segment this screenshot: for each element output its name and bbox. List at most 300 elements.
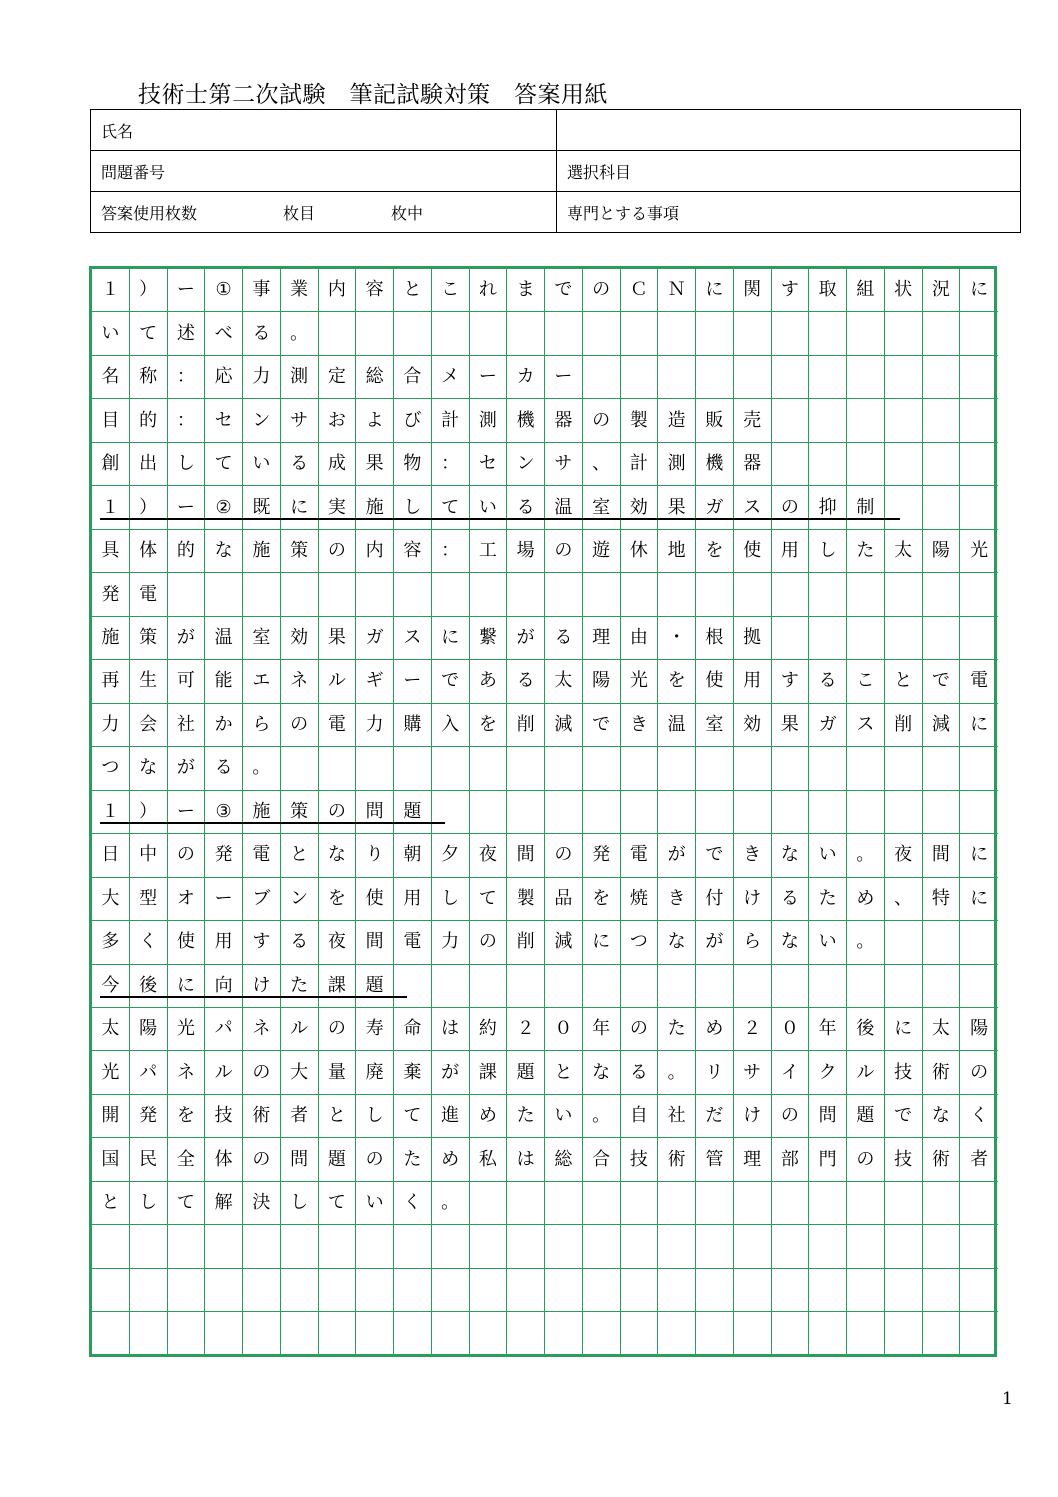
- grid-cell[interactable]: 品: [545, 878, 583, 921]
- grid-cell[interactable]: る: [507, 486, 545, 529]
- grid-cell[interactable]: こ: [847, 660, 885, 703]
- grid-cell[interactable]: [847, 356, 885, 399]
- grid-cell[interactable]: [923, 791, 961, 834]
- grid-cell[interactable]: 力: [243, 356, 281, 399]
- grid-cell[interactable]: [885, 399, 923, 442]
- grid-cell[interactable]: [356, 1225, 394, 1268]
- grid-cell[interactable]: [394, 1225, 432, 1268]
- grid-cell[interactable]: の: [583, 269, 621, 312]
- grid-cell[interactable]: [507, 965, 545, 1008]
- grid-cell[interactable]: く: [960, 1095, 998, 1138]
- grid-cell[interactable]: 題: [394, 791, 432, 834]
- grid-cell[interactable]: 的: [130, 399, 168, 442]
- grid-cell[interactable]: 場: [507, 530, 545, 573]
- grid-cell[interactable]: [621, 312, 659, 355]
- grid-cell[interactable]: [507, 1312, 545, 1355]
- grid-cell[interactable]: ：: [168, 356, 206, 399]
- grid-cell[interactable]: [885, 1225, 923, 1268]
- grid-cell[interactable]: [772, 965, 810, 1008]
- grid-cell[interactable]: が: [507, 617, 545, 660]
- grid-cell[interactable]: 測: [658, 443, 696, 486]
- grid-cell[interactable]: 棄: [394, 1051, 432, 1094]
- grid-cell[interactable]: [923, 1182, 961, 1225]
- grid-cell[interactable]: [696, 965, 734, 1008]
- grid-cell[interactable]: [545, 312, 583, 355]
- grid-cell[interactable]: [885, 1312, 923, 1355]
- grid-cell[interactable]: 遊: [583, 530, 621, 573]
- grid-cell[interactable]: リ: [696, 1051, 734, 1094]
- grid-cell[interactable]: ン: [281, 878, 319, 921]
- grid-cell[interactable]: 技: [205, 1095, 243, 1138]
- grid-cell[interactable]: け: [734, 878, 772, 921]
- grid-cell[interactable]: [923, 617, 961, 660]
- grid-cell[interactable]: 状: [885, 269, 923, 312]
- grid-cell[interactable]: 測: [470, 399, 508, 442]
- grid-cell[interactable]: 問: [809, 1095, 847, 1138]
- grid-cell[interactable]: ス: [847, 704, 885, 747]
- grid-cell[interactable]: 削: [507, 921, 545, 964]
- grid-cell[interactable]: 入: [432, 704, 470, 747]
- grid-cell[interactable]: [130, 1269, 168, 1312]
- grid-cell[interactable]: パ: [130, 1051, 168, 1094]
- grid-cell[interactable]: つ: [621, 921, 659, 964]
- grid-cell[interactable]: の: [319, 530, 357, 573]
- grid-cell[interactable]: 業: [281, 269, 319, 312]
- grid-cell[interactable]: を: [658, 660, 696, 703]
- sheets-cell[interactable]: [91, 192, 557, 233]
- grid-cell[interactable]: こ: [432, 269, 470, 312]
- grid-cell[interactable]: [319, 1225, 357, 1268]
- grid-cell[interactable]: の: [772, 1095, 810, 1138]
- grid-cell[interactable]: ２: [507, 1008, 545, 1051]
- grid-cell[interactable]: １: [92, 269, 130, 312]
- grid-cell[interactable]: 大: [92, 878, 130, 921]
- grid-cell[interactable]: ③: [205, 791, 243, 834]
- grid-cell[interactable]: 間: [923, 834, 961, 877]
- grid-cell[interactable]: く: [130, 921, 168, 964]
- grid-cell[interactable]: 器: [734, 443, 772, 486]
- grid-cell[interactable]: [545, 1182, 583, 1225]
- grid-cell[interactable]: [809, 1312, 847, 1355]
- grid-cell[interactable]: 社: [168, 704, 206, 747]
- grid-cell[interactable]: [130, 1225, 168, 1268]
- grid-cell[interactable]: 量: [319, 1051, 357, 1094]
- grid-cell[interactable]: な: [205, 530, 243, 573]
- grid-cell[interactable]: の: [168, 834, 206, 877]
- grid-cell[interactable]: た: [809, 878, 847, 921]
- grid-cell[interactable]: た: [507, 1095, 545, 1138]
- grid-cell[interactable]: 室: [243, 617, 281, 660]
- grid-cell[interactable]: 温: [205, 617, 243, 660]
- grid-cell[interactable]: 術: [658, 1138, 696, 1181]
- grid-cell[interactable]: [470, 312, 508, 355]
- grid-cell[interactable]: の: [960, 1051, 998, 1094]
- grid-cell[interactable]: 中: [130, 834, 168, 877]
- grid-cell[interactable]: 後: [847, 1008, 885, 1051]
- grid-cell[interactable]: [923, 486, 961, 529]
- grid-cell[interactable]: 自: [621, 1095, 659, 1138]
- grid-cell[interactable]: [621, 747, 659, 790]
- grid-cell[interactable]: い: [545, 1095, 583, 1138]
- grid-cell[interactable]: で: [432, 660, 470, 703]
- problem-number-cell[interactable]: [91, 151, 557, 192]
- name-field[interactable]: [557, 110, 1021, 151]
- grid-cell[interactable]: 光: [168, 1008, 206, 1051]
- grid-cell[interactable]: の: [545, 530, 583, 573]
- grid-cell[interactable]: 効: [621, 486, 659, 529]
- grid-cell[interactable]: [923, 312, 961, 355]
- grid-cell[interactable]: ル: [205, 1051, 243, 1094]
- grid-cell[interactable]: 減: [545, 704, 583, 747]
- grid-cell[interactable]: ン: [243, 399, 281, 442]
- grid-cell[interactable]: [168, 573, 206, 616]
- grid-cell[interactable]: 大: [281, 1051, 319, 1094]
- grid-cell[interactable]: 出: [130, 443, 168, 486]
- grid-cell[interactable]: て: [470, 878, 508, 921]
- grid-cell[interactable]: [734, 573, 772, 616]
- grid-cell[interactable]: 創: [92, 443, 130, 486]
- grid-cell[interactable]: [432, 791, 470, 834]
- grid-cell[interactable]: 目: [92, 399, 130, 442]
- grid-cell[interactable]: ル: [319, 660, 357, 703]
- grid-cell[interactable]: [432, 747, 470, 790]
- grid-cell[interactable]: 策: [130, 617, 168, 660]
- grid-cell[interactable]: [885, 356, 923, 399]
- grid-cell[interactable]: 寿: [356, 1008, 394, 1051]
- grid-cell[interactable]: ガ: [809, 704, 847, 747]
- grid-cell[interactable]: [319, 747, 357, 790]
- grid-cell[interactable]: る: [281, 443, 319, 486]
- subject-cell[interactable]: [557, 151, 1021, 192]
- grid-cell[interactable]: な: [772, 834, 810, 877]
- grid-cell[interactable]: [809, 1269, 847, 1312]
- grid-cell[interactable]: [394, 573, 432, 616]
- grid-cell[interactable]: に: [960, 834, 998, 877]
- grid-cell[interactable]: す: [772, 660, 810, 703]
- grid-cell[interactable]: 用: [734, 660, 772, 703]
- grid-cell[interactable]: 施: [356, 486, 394, 529]
- grid-cell[interactable]: [470, 1182, 508, 1225]
- grid-cell[interactable]: [734, 312, 772, 355]
- grid-cell[interactable]: [960, 747, 998, 790]
- grid-cell[interactable]: 電: [394, 921, 432, 964]
- grid-cell[interactable]: 組: [847, 269, 885, 312]
- grid-cell[interactable]: ギ: [356, 660, 394, 703]
- grid-cell[interactable]: で: [923, 660, 961, 703]
- grid-cell[interactable]: [734, 791, 772, 834]
- grid-cell[interactable]: 技: [885, 1138, 923, 1181]
- grid-cell[interactable]: [243, 1312, 281, 1355]
- grid-cell[interactable]: 発: [92, 573, 130, 616]
- grid-cell[interactable]: で: [885, 1095, 923, 1138]
- grid-cell[interactable]: [583, 747, 621, 790]
- grid-cell[interactable]: 室: [583, 486, 621, 529]
- grid-cell[interactable]: 命: [394, 1008, 432, 1051]
- grid-cell[interactable]: が: [168, 617, 206, 660]
- grid-cell[interactable]: 課: [470, 1051, 508, 1094]
- grid-cell[interactable]: [432, 1269, 470, 1312]
- grid-cell[interactable]: つ: [92, 747, 130, 790]
- grid-cell[interactable]: [319, 1269, 357, 1312]
- grid-cell[interactable]: [470, 1269, 508, 1312]
- grid-cell[interactable]: [658, 1225, 696, 1268]
- grid-cell[interactable]: [960, 1269, 998, 1312]
- grid-cell[interactable]: 販: [696, 399, 734, 442]
- grid-cell[interactable]: [885, 443, 923, 486]
- grid-cell[interactable]: [583, 356, 621, 399]
- grid-cell[interactable]: 使: [356, 878, 394, 921]
- grid-cell[interactable]: 太: [885, 530, 923, 573]
- grid-cell[interactable]: で: [583, 704, 621, 747]
- grid-cell[interactable]: 工: [470, 530, 508, 573]
- grid-cell[interactable]: 成: [319, 443, 357, 486]
- grid-cell[interactable]: ク: [809, 1051, 847, 1094]
- grid-cell[interactable]: [772, 1225, 810, 1268]
- grid-cell[interactable]: [621, 965, 659, 1008]
- grid-cell[interactable]: 製: [621, 399, 659, 442]
- grid-cell[interactable]: [583, 1182, 621, 1225]
- grid-cell[interactable]: [696, 573, 734, 616]
- grid-cell[interactable]: し: [432, 878, 470, 921]
- grid-cell[interactable]: の: [319, 1008, 357, 1051]
- grid-cell[interactable]: [394, 965, 432, 1008]
- grid-cell[interactable]: い: [470, 486, 508, 529]
- grid-cell[interactable]: お: [319, 399, 357, 442]
- grid-cell[interactable]: [847, 399, 885, 442]
- grid-cell[interactable]: [583, 573, 621, 616]
- grid-cell[interactable]: [885, 312, 923, 355]
- grid-cell[interactable]: [847, 617, 885, 660]
- grid-cell[interactable]: [847, 1312, 885, 1355]
- grid-cell[interactable]: [847, 443, 885, 486]
- grid-cell[interactable]: [545, 1269, 583, 1312]
- grid-cell[interactable]: る: [772, 878, 810, 921]
- grid-cell[interactable]: ネ: [281, 660, 319, 703]
- grid-cell[interactable]: 発: [205, 834, 243, 877]
- grid-cell[interactable]: 効: [281, 617, 319, 660]
- grid-cell[interactable]: た: [394, 1138, 432, 1181]
- grid-cell[interactable]: 関: [734, 269, 772, 312]
- grid-cell[interactable]: [696, 1312, 734, 1355]
- grid-cell[interactable]: 夕: [432, 834, 470, 877]
- grid-cell[interactable]: い: [809, 834, 847, 877]
- grid-cell[interactable]: [583, 791, 621, 834]
- grid-cell[interactable]: [696, 312, 734, 355]
- grid-cell[interactable]: な: [658, 921, 696, 964]
- grid-cell[interactable]: 者: [281, 1095, 319, 1138]
- grid-cell[interactable]: [621, 1312, 659, 1355]
- grid-cell[interactable]: を: [470, 704, 508, 747]
- grid-cell[interactable]: 果: [356, 443, 394, 486]
- grid-cell[interactable]: ガ: [696, 486, 734, 529]
- grid-cell[interactable]: [545, 965, 583, 1008]
- grid-cell[interactable]: [583, 965, 621, 1008]
- grid-cell[interactable]: 況: [923, 269, 961, 312]
- grid-cell[interactable]: 多: [92, 921, 130, 964]
- grid-cell[interactable]: 全: [168, 1138, 206, 1181]
- grid-cell[interactable]: 機: [696, 443, 734, 486]
- grid-cell[interactable]: 日: [92, 834, 130, 877]
- grid-cell[interactable]: 使: [696, 660, 734, 703]
- grid-cell[interactable]: [772, 1312, 810, 1355]
- grid-cell[interactable]: 。: [243, 747, 281, 790]
- grid-cell[interactable]: [772, 617, 810, 660]
- grid-cell[interactable]: [168, 1269, 206, 1312]
- grid-cell[interactable]: が: [696, 921, 734, 964]
- grid-cell[interactable]: 施: [92, 617, 130, 660]
- grid-cell[interactable]: て: [130, 312, 168, 355]
- grid-cell[interactable]: す: [243, 921, 281, 964]
- grid-cell[interactable]: に: [960, 878, 998, 921]
- grid-cell[interactable]: [583, 1312, 621, 1355]
- grid-cell[interactable]: [319, 312, 357, 355]
- grid-cell[interactable]: [470, 573, 508, 616]
- grid-cell[interactable]: 、: [885, 878, 923, 921]
- grid-cell[interactable]: 題: [356, 965, 394, 1008]
- grid-cell[interactable]: る: [205, 747, 243, 790]
- grid-cell[interactable]: ネ: [243, 1008, 281, 1051]
- grid-cell[interactable]: [658, 356, 696, 399]
- grid-cell[interactable]: [847, 1269, 885, 1312]
- grid-cell[interactable]: [885, 617, 923, 660]
- grid-cell[interactable]: 。: [432, 1182, 470, 1225]
- grid-cell[interactable]: ス: [394, 617, 432, 660]
- grid-cell[interactable]: １: [92, 791, 130, 834]
- grid-cell[interactable]: [432, 1225, 470, 1268]
- grid-cell[interactable]: る: [507, 660, 545, 703]
- grid-cell[interactable]: る: [621, 1051, 659, 1094]
- grid-cell[interactable]: [243, 1269, 281, 1312]
- grid-cell[interactable]: ン: [507, 443, 545, 486]
- grid-cell[interactable]: [507, 1269, 545, 1312]
- grid-cell[interactable]: し: [394, 486, 432, 529]
- grid-cell[interactable]: 製: [507, 878, 545, 921]
- grid-cell[interactable]: オ: [168, 878, 206, 921]
- grid-cell[interactable]: 減: [923, 704, 961, 747]
- grid-cell[interactable]: 光: [92, 1051, 130, 1094]
- grid-cell[interactable]: [205, 573, 243, 616]
- grid-cell[interactable]: 能: [205, 660, 243, 703]
- grid-cell[interactable]: [960, 399, 998, 442]
- grid-cell[interactable]: [281, 573, 319, 616]
- grid-cell[interactable]: に: [696, 269, 734, 312]
- grid-cell[interactable]: ０: [545, 1008, 583, 1051]
- grid-cell[interactable]: ブ: [243, 878, 281, 921]
- grid-cell[interactable]: [960, 965, 998, 1008]
- grid-cell[interactable]: [809, 1182, 847, 1225]
- grid-cell[interactable]: と: [319, 1095, 357, 1138]
- grid-cell[interactable]: 施: [243, 791, 281, 834]
- grid-cell[interactable]: [923, 1312, 961, 1355]
- grid-cell[interactable]: 効: [734, 704, 772, 747]
- grid-cell[interactable]: [809, 747, 847, 790]
- grid-cell[interactable]: [772, 1269, 810, 1312]
- grid-cell[interactable]: 総: [356, 356, 394, 399]
- grid-cell[interactable]: [658, 312, 696, 355]
- grid-cell[interactable]: て: [319, 1182, 357, 1225]
- grid-cell[interactable]: [809, 1225, 847, 1268]
- grid-cell[interactable]: 管: [696, 1138, 734, 1181]
- grid-cell[interactable]: た: [658, 1008, 696, 1051]
- grid-cell[interactable]: な: [130, 747, 168, 790]
- grid-cell[interactable]: [772, 312, 810, 355]
- grid-cell[interactable]: 術: [923, 1138, 961, 1181]
- grid-cell[interactable]: ー: [470, 356, 508, 399]
- grid-cell[interactable]: の: [583, 399, 621, 442]
- grid-cell[interactable]: ー: [168, 791, 206, 834]
- grid-cell[interactable]: 具: [92, 530, 130, 573]
- grid-cell[interactable]: と: [394, 269, 432, 312]
- grid-cell[interactable]: 測: [281, 356, 319, 399]
- grid-cell[interactable]: [809, 617, 847, 660]
- grid-cell[interactable]: 太: [92, 1008, 130, 1051]
- grid-cell[interactable]: [583, 1269, 621, 1312]
- grid-cell[interactable]: 問: [281, 1138, 319, 1181]
- grid-cell[interactable]: で: [696, 834, 734, 877]
- grid-cell[interactable]: 容: [356, 269, 394, 312]
- grid-cell[interactable]: い: [356, 1182, 394, 1225]
- grid-cell[interactable]: 内: [356, 530, 394, 573]
- grid-cell[interactable]: 取: [809, 269, 847, 312]
- grid-cell[interactable]: ら: [243, 704, 281, 747]
- grid-cell[interactable]: 定: [319, 356, 357, 399]
- grid-cell[interactable]: [394, 1312, 432, 1355]
- grid-cell[interactable]: 施: [243, 530, 281, 573]
- grid-cell[interactable]: [772, 573, 810, 616]
- grid-cell[interactable]: [960, 1182, 998, 1225]
- grid-cell[interactable]: [470, 965, 508, 1008]
- grid-cell[interactable]: 抑: [809, 486, 847, 529]
- grid-cell[interactable]: 根: [696, 617, 734, 660]
- grid-cell[interactable]: 技: [885, 1051, 923, 1094]
- grid-cell[interactable]: 陽: [130, 1008, 168, 1051]
- grid-cell[interactable]: [507, 312, 545, 355]
- grid-cell[interactable]: [960, 486, 998, 529]
- grid-cell[interactable]: [621, 1225, 659, 1268]
- grid-cell[interactable]: 陽: [923, 530, 961, 573]
- grid-cell[interactable]: 削: [507, 704, 545, 747]
- grid-cell[interactable]: [960, 443, 998, 486]
- grid-cell[interactable]: 社: [658, 1095, 696, 1138]
- grid-cell[interactable]: な: [923, 1095, 961, 1138]
- grid-cell[interactable]: び: [394, 399, 432, 442]
- grid-cell[interactable]: を: [696, 530, 734, 573]
- grid-cell[interactable]: [809, 573, 847, 616]
- grid-cell[interactable]: 年: [809, 1008, 847, 1051]
- grid-cell[interactable]: の: [621, 1008, 659, 1051]
- grid-cell[interactable]: [885, 486, 923, 529]
- grid-cell[interactable]: の: [243, 1138, 281, 1181]
- grid-cell[interactable]: 使: [168, 921, 206, 964]
- grid-cell[interactable]: [696, 1269, 734, 1312]
- grid-cell[interactable]: [394, 747, 432, 790]
- grid-cell[interactable]: 制: [847, 486, 885, 529]
- grid-cell[interactable]: ２: [734, 1008, 772, 1051]
- grid-cell[interactable]: 今: [92, 965, 130, 1008]
- grid-cell[interactable]: の: [470, 921, 508, 964]
- grid-cell[interactable]: 特: [923, 878, 961, 921]
- grid-cell[interactable]: [885, 921, 923, 964]
- grid-cell[interactable]: [658, 965, 696, 1008]
- grid-cell[interactable]: 陽: [583, 660, 621, 703]
- grid-cell[interactable]: [507, 791, 545, 834]
- grid-cell[interactable]: 題: [847, 1095, 885, 1138]
- grid-cell[interactable]: [470, 1312, 508, 1355]
- grid-cell[interactable]: め: [470, 1095, 508, 1138]
- grid-cell[interactable]: [923, 443, 961, 486]
- grid-cell[interactable]: サ: [734, 1051, 772, 1094]
- grid-cell[interactable]: 光: [960, 530, 998, 573]
